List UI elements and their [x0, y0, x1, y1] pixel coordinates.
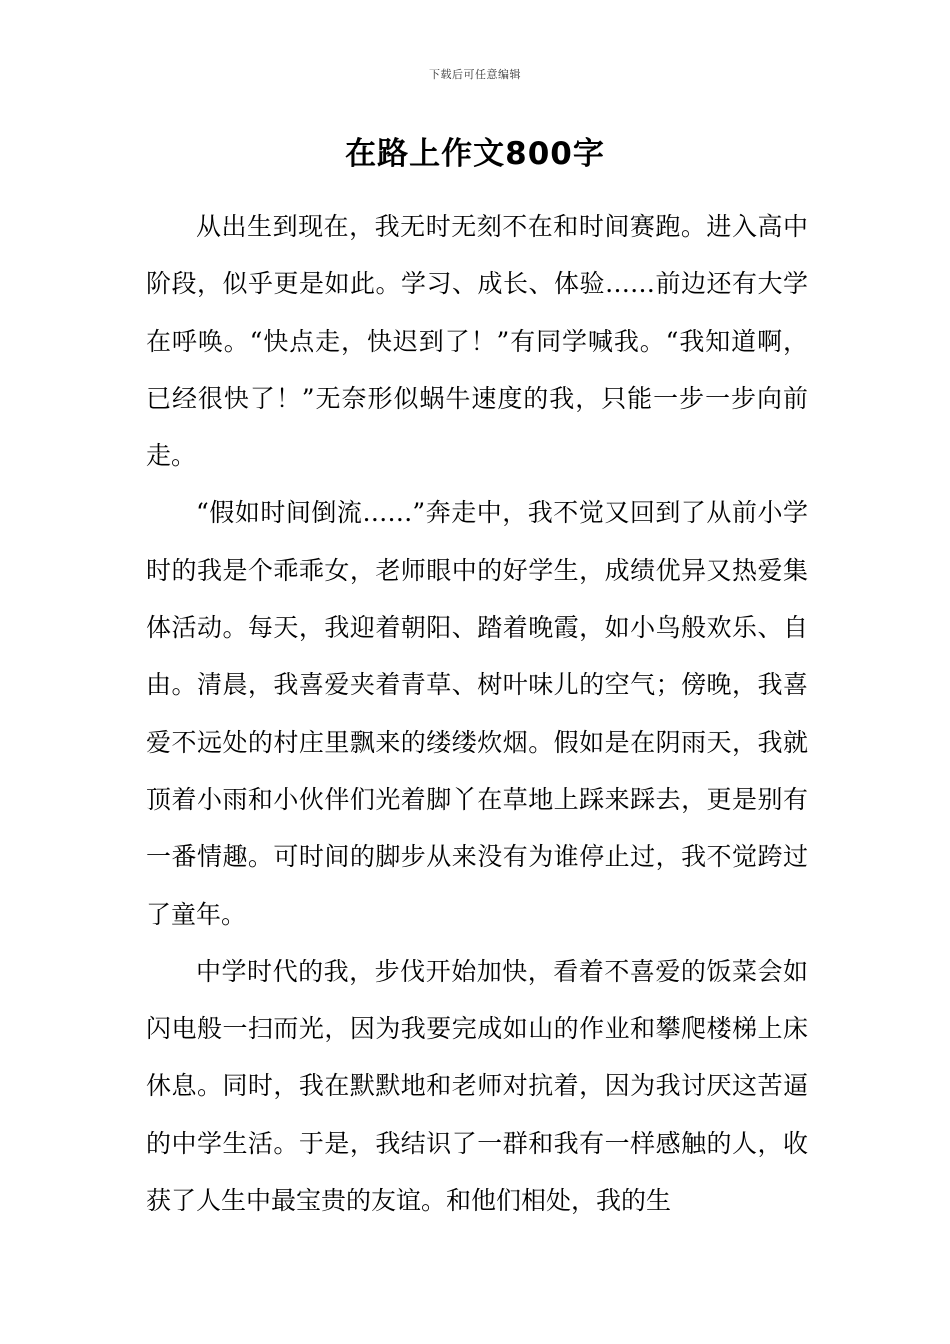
article-body — [146, 198, 808, 1229]
paragraph-3: 中学时代的我，步伐开始加快，看着不喜爱的饭菜会如闪电般一扫而光，因为我要完成如山的作业和攀爬楼梯上床休息。同时，我在默默地和老师对抗着，因为我讨厌这苦逼的中学生活。于是，我结识了一群和我有一样感触的人，收获了人生中最宝贵的友谊。和他们相处，我的生 — [146, 956, 808, 1216]
header-note: 下载后可任意编辑 — [429, 68, 521, 81]
page-title: 在路上作文800字 — [345, 136, 605, 172]
paragraph-2: “假如时间倒流……”奔走中，我不觉又回到了从前小学时的我是个乖乖女，老师眼中的好学生，成绩优异又热爱集体活动。每天，我迎着朝阳、踏着晚霞，如小鸟般欢乐、自由。清晨，我喜爱夹着青草、树叶味儿的空气；傍晚，我喜爱不远处的村庄里飘来的缕缕炊烟。假如是在阴雨天，我就顶着小雨和小伙伴们光着脚丫在草地上踩来踩去，更是别有一番情趣。可时间的脚步从来没有为谁停止过，我不觉跨过了童年。 — [146, 498, 808, 929]
paragraph-1: 从出生到现在，我无时无刻不在和时间赛跑。进入高中阶段，似乎更是如此。学习、成长、体验……前边还有大学在呼唤。“快点走，快迟到了！”有同学喊我。“我知道啊，已经很快了！”无奈形似蜗牛速度的我，只能一步一步向前走。 — [146, 212, 808, 471]
